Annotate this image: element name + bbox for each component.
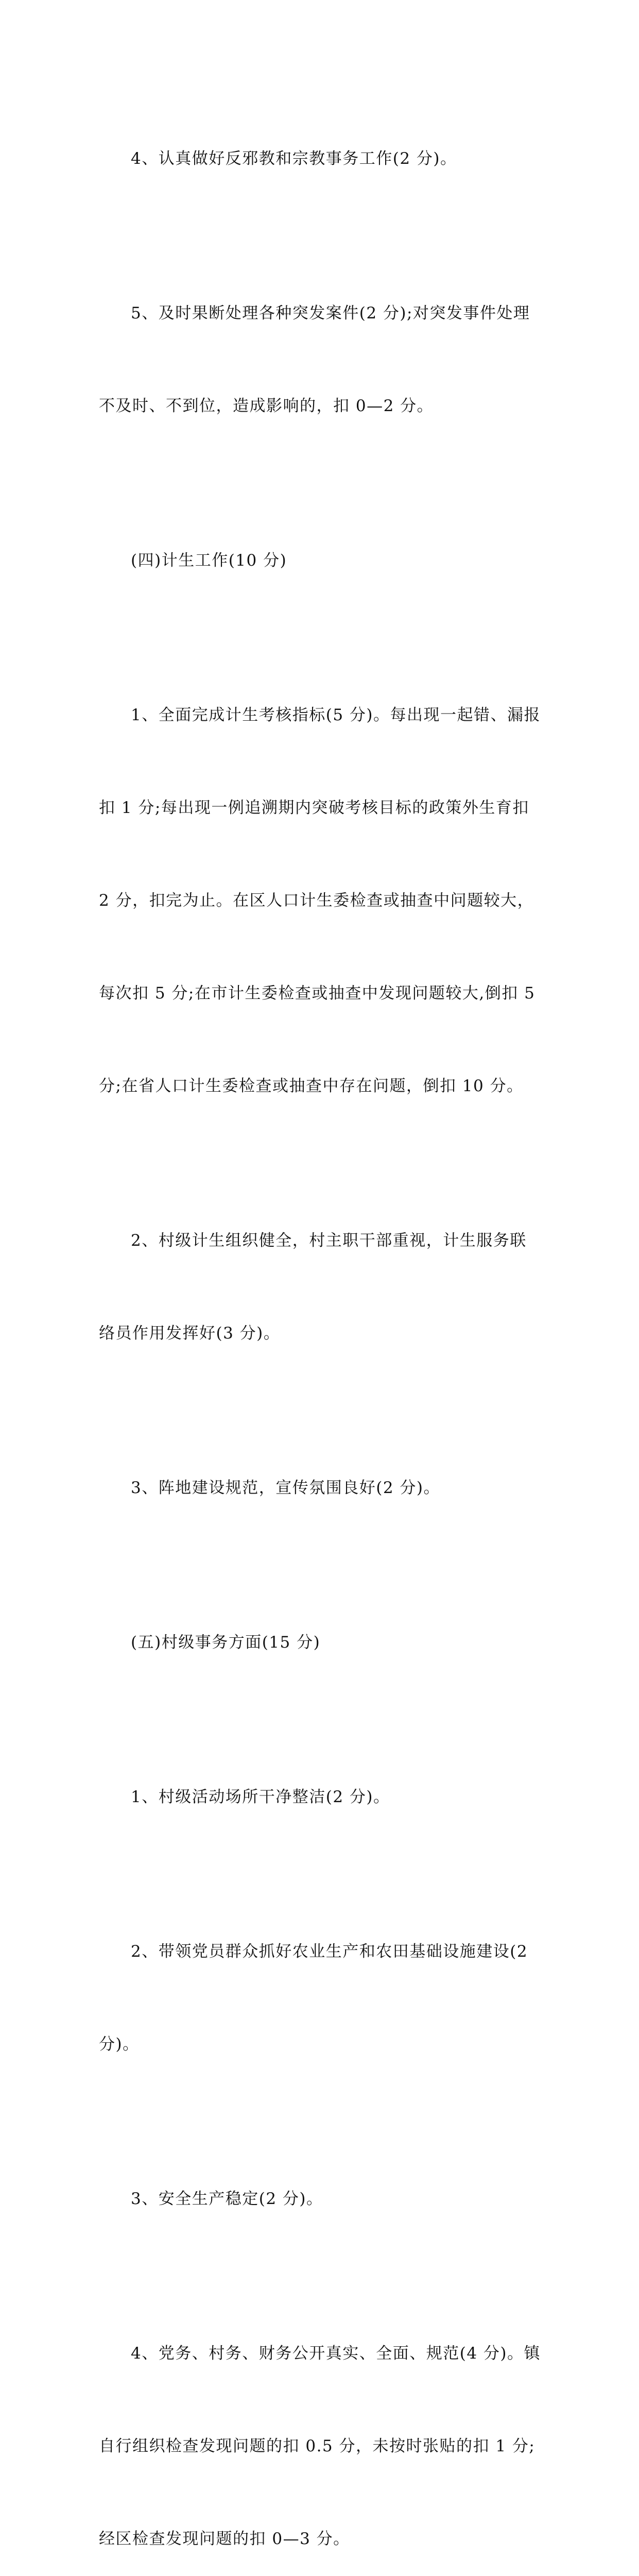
text-line: 5、及时果断处理各种突发案件(2 分);对突发事件处理: [131, 304, 530, 323]
text-line: 分)。: [99, 2035, 140, 2054]
section-heading-village-affairs: [99, 1565, 546, 1720]
text-line: 1、全面完成计生考核指标(5 分)。每出现一起错、漏报: [131, 706, 541, 724]
text-line: 4、党务、村务、财务公开真实、全面、规范(4 分)。镇: [131, 2344, 541, 2363]
text-line: 扣 1 分;每出现一例追溯期内突破考核目标的政策外生育扣: [99, 799, 529, 817]
text-line: 1、村级活动场所干净整洁(2 分)。: [131, 1788, 390, 1806]
text-line: 2 分，扣完为止。在区人口计生委检查或抽查中问题较大，: [99, 891, 534, 910]
text-line: (四)计生工作(10 分): [131, 551, 287, 570]
text-line: 4、认真做好反邪教和宗教事务工作(2 分)。: [131, 149, 457, 168]
paragraph-fp-item-3: [99, 1411, 546, 1565]
text-line: 3、安全生产稳定(2 分)。: [131, 2190, 323, 2208]
text-line: 2、带领党员群众抓好农业生产和农田基础设施建设(2: [131, 1942, 528, 1961]
paragraph-fp-item-2: [99, 1163, 546, 1411]
section-heading-family-planning: [99, 483, 546, 638]
text-line: (五)村级事务方面(15 分): [131, 1633, 321, 1652]
text-line: 自行组织检查发现问题的扣 0.5 分，未按时张贴的扣 1 分;: [99, 2437, 536, 2455]
text-line: 2、村级计生组织健全，村主职干部重视，计生服务联: [131, 1231, 527, 1250]
paragraph-va-item-1: [99, 1720, 546, 1874]
paragraph-va-item-3: [99, 2122, 546, 2276]
document-body: [99, 81, 546, 2576]
text-line: 分;在省人口计生委检查或抽查中存在问题，倒扣 10 分。: [99, 1077, 524, 1095]
paragraph-item-4-anti-cult: [99, 81, 546, 236]
text-line: 经区检查发现问题的扣 0—3 分。: [99, 2530, 350, 2548]
text-line: 每次扣 5 分;在市计生委检查或抽查中发现问题较大,倒扣 5: [99, 984, 536, 1003]
paragraph-va-item-4: [99, 2276, 546, 2576]
text-line: 不及时、不到位，造成影响的，扣 0—2 分。: [99, 397, 434, 415]
paragraph-item-5-emergencies: [99, 236, 546, 483]
text-line: 络员作用发挥好(3 分)。: [99, 1324, 281, 1343]
paragraph-fp-item-1: [99, 638, 546, 1163]
text-line: 3、阵地建设规范，宣传氛围良好(2 分)。: [131, 1479, 440, 1497]
paragraph-va-item-2: [99, 1874, 546, 2122]
